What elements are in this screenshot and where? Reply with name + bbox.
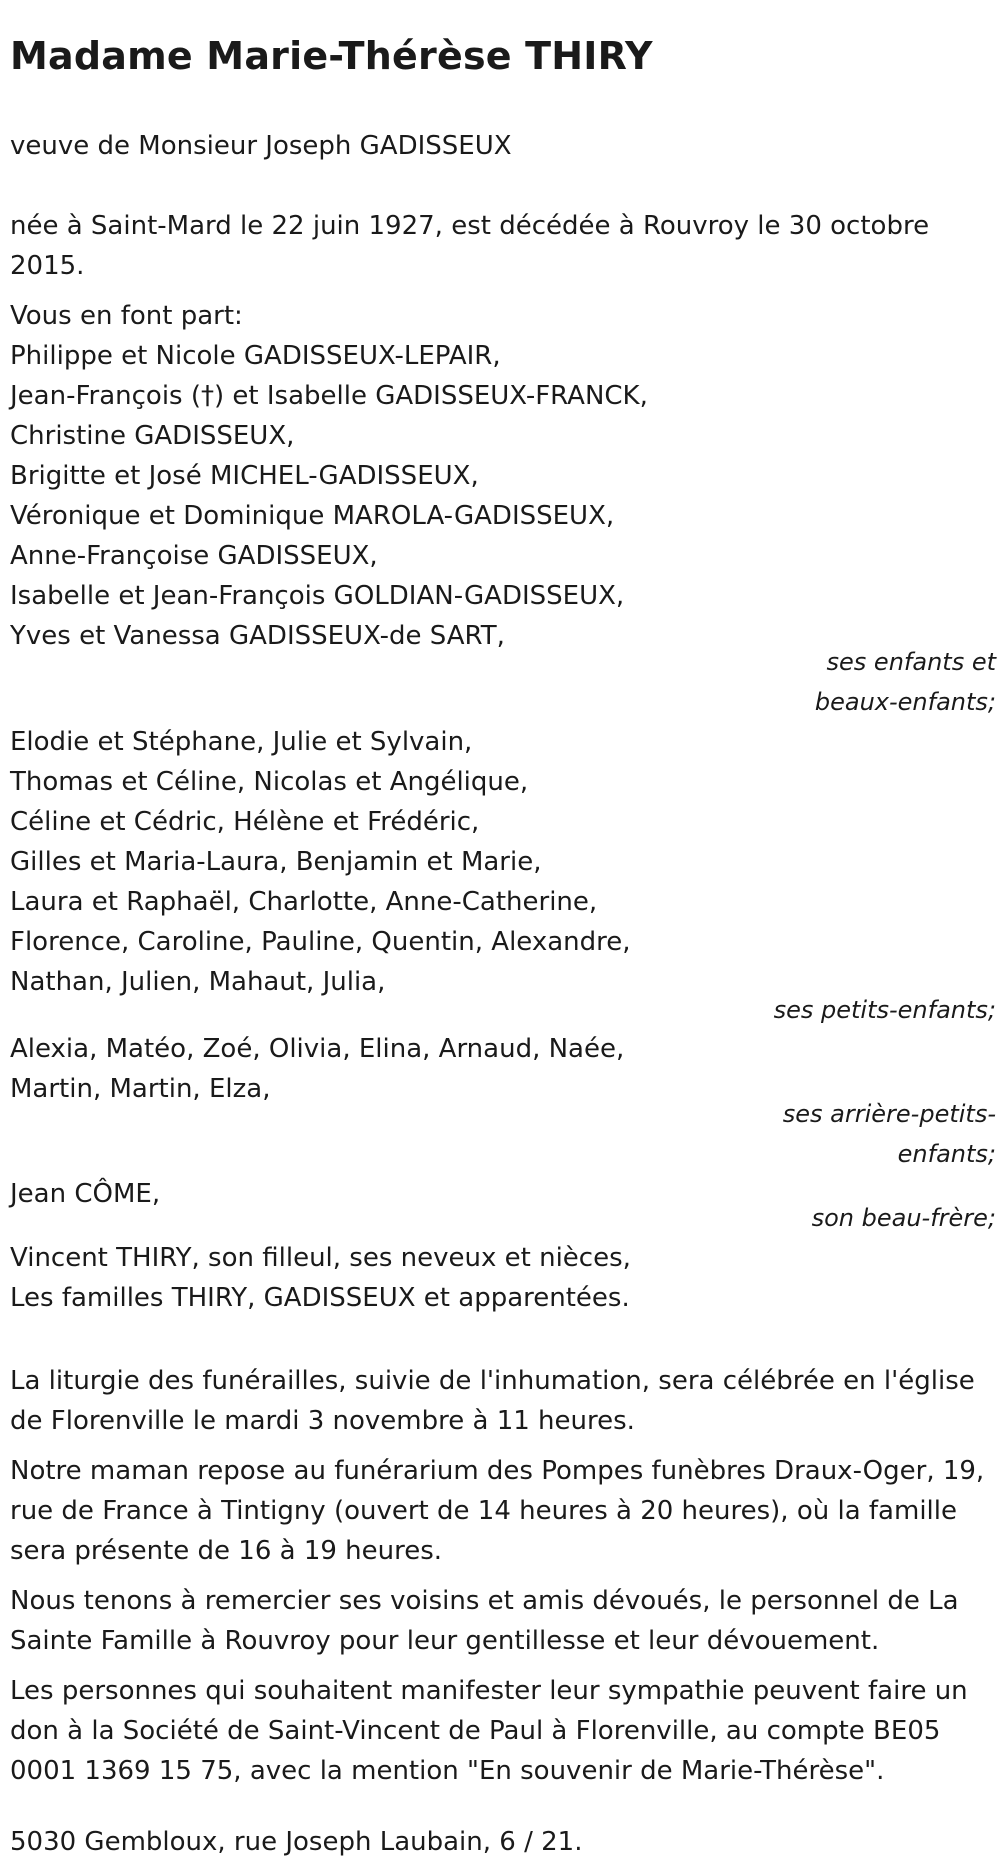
grandchildren-entry: Nathan, Julien, Mahaut, Julia, [10,967,386,997]
children-entry: Philippe et Nicole GADISSEUX-LEPAIR, [10,341,501,371]
children-relation-line: ses enfants et [826,648,996,676]
children-entry: Brigitte et José MICHEL-GADISSEUX, [10,461,479,491]
children-relation [815,642,996,722]
grandchildren-entry: Elodie et Stéphane, Julie et Sylvain, [10,727,473,757]
other-relatives-entry: Vincent THIRY, son filleul, ses neveux et nièces, [10,1243,631,1273]
children-entry: Christine GADISSEUX, [10,421,295,451]
children-entry: Isabelle et Jean-François GOLDIAN-GADISSEUX, [10,581,625,611]
grandchildren-relation: ses petits-enfants; [773,996,996,1024]
children-relation-line: beaux-enfants; [814,688,996,716]
other-relatives-entry: Les familles THIRY, GADISSEUX et apparentées. [10,1283,630,1313]
brother-in-law-line: Jean CÔME, [10,1179,161,1209]
great-grandchildren-relation-line: enfants; [897,1140,996,1168]
great-grandchildren-relation-line: ses arrière-petits- [782,1100,996,1128]
funeral-paragraph: La liturgie des funérailles, suivie de l'inhumation, sera célébrée en l'église de Florenville le mardi 3 novembre à 11 heures. [10,1366,975,1436]
grandchildren-entry: Céline et Cédric, Hélène et Frédéric, [10,807,480,837]
children-list [10,336,990,656]
address-line: 5030 Gembloux, rue Joseph Laubain, 6 / 21. [10,1827,583,1857]
grandchildren-entry: Thomas et Céline, Nicolas et Angélique, [10,767,529,797]
children-entry: Jean-François (†) et Isabelle GADISSEUX-FRANCK, [10,381,648,411]
children-entry: Véronique et Dominique MAROLA-GADISSEUX, [10,501,615,531]
great-grandchildren-entry: Martin, Martin, Elza, [10,1074,271,1104]
deceased-name-title: Madame Marie-Thérèse THIRY [10,34,653,78]
grandchildren-entry: Laura et Raphaël, Charlotte, Anne-Catherine, [10,887,598,917]
grandchildren-entry: Gilles et Maria-Laura, Benjamin et Marie, [10,847,542,877]
great-grandchildren-entry: Alexia, Matéo, Zoé, Olivia, Elina, Arnaud, Naée, [10,1034,625,1064]
children-entry: Anne-Françoise GADISSEUX, [10,541,378,571]
birth-death-paragraph: née à Saint-Mard le 22 juin 1927, est décédée à Rouvroy le 30 octobre 2015. [10,211,930,281]
brother-in-law-relation: son beau-frère; [811,1204,996,1232]
thanks-paragraph: Nous tenons à remercier ses voisins et amis dévoués, le personnel de La Sainte Famille à Rouvroy pour leur gentillesse et leur dévouement. [10,1586,959,1656]
grandchildren-list [10,722,990,1002]
other-relatives-list [10,1238,990,1318]
donation-paragraph: Les personnes qui souhaitent manifester leur sympathie peuvent faire un don à la Société de Saint-Vincent de Paul à Florenville, au compte BE05 0001 1369 15 75, avec la mention "En souvenir de Marie-Thérèse". [10,1676,968,1786]
widow-of-line: veuve de Monsieur Joseph GADISSEUX [10,131,512,161]
great-grandchildren-relation [783,1094,996,1174]
announce-intro: Vous en font part: [10,301,243,331]
children-entry: Yves et Vanessa GADISSEUX-de SART, [10,621,505,651]
funerarium-paragraph: Notre maman repose au funérarium des Pompes funèbres Draux-Oger, 19, rue de France à Tintigny (ouvert de 14 heures à 20 heures), où la famille sera présente de 16 à 19 heures. [10,1456,985,1566]
grandchildren-entry: Florence, Caroline, Pauline, Quentin, Alexandre, [10,927,631,957]
